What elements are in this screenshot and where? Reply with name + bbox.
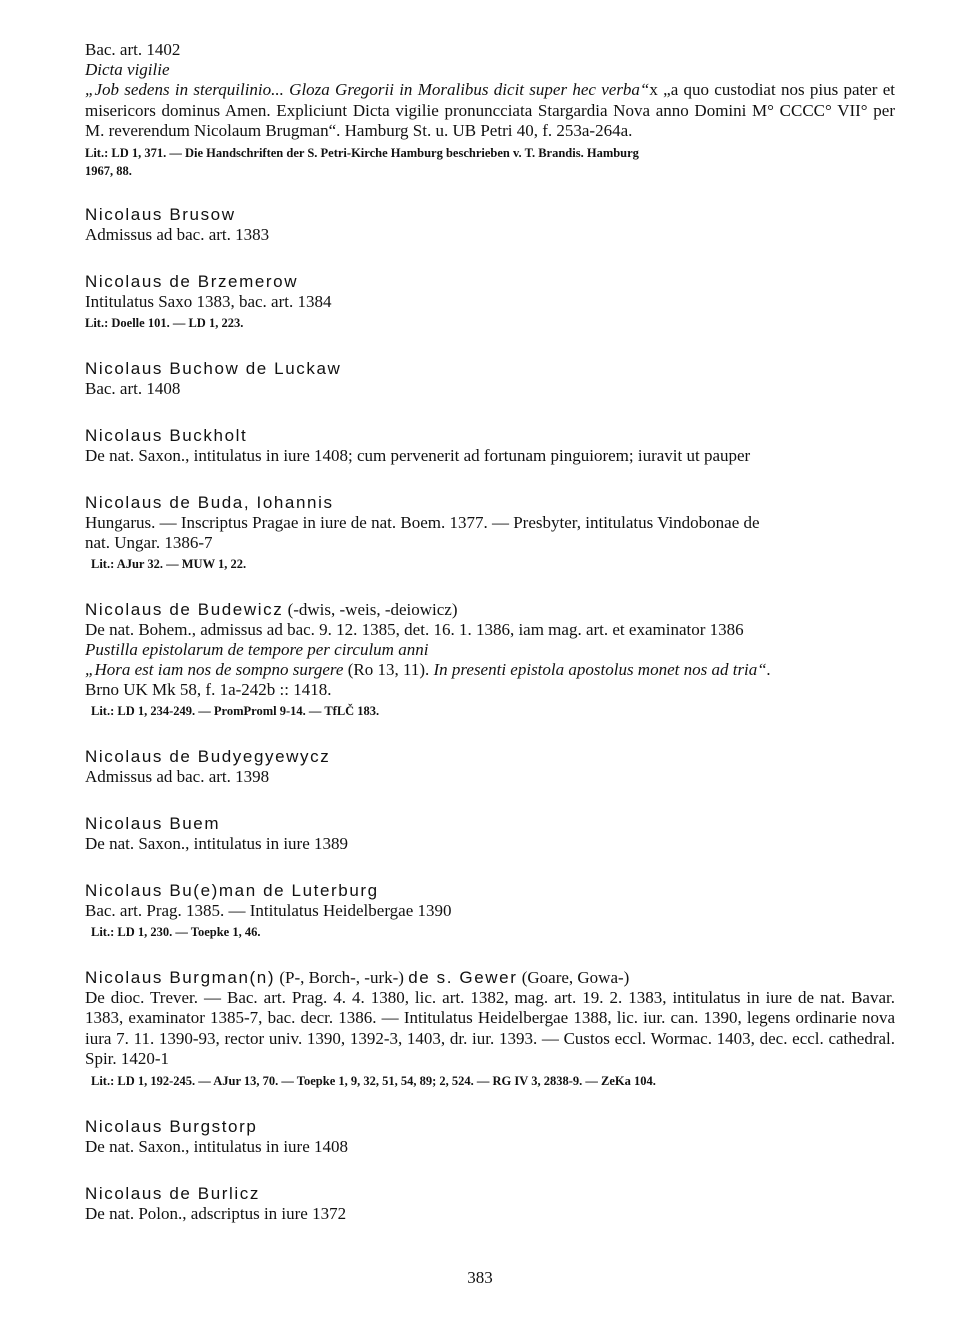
entry-line: Intitulatus Saxo 1383, bac. art. 1384: [85, 291, 332, 311]
entry-burgmann: [85, 967, 895, 1090]
entry-name-origin: de s. Gewer: [408, 967, 518, 987]
entry-line: De nat. Polon., adscriptus in iure 1372: [85, 1203, 347, 1223]
entry-bac-art-1402: [85, 40, 895, 180]
literature-line: Lit.: AJur 32. — MUW 1, 22.: [91, 556, 247, 571]
incipit-rest: x „a quo custodiat nos pius pater et misericors dominus Amen. Expliciunt Dicta vigilie pronuncciata Stargardia Nova anno Domini M° CCCC° VII° per M. reverendum Nicolaum Brugman“. Hamburg St. u. UB Petri 40, f. 253a-264a.: [85, 80, 895, 140]
incipit-paragraph: [85, 80, 895, 142]
entry-burgstorp: [85, 1116, 895, 1157]
entry-line: Bac. art. Prag. 1385. — Intitulatus Heidelbergae 1390: [85, 900, 452, 920]
entry-name-main: Nicolaus Burgman(n): [85, 967, 276, 987]
entry-name: Nicolaus Brusow: [85, 204, 236, 224]
entry-name-origin-variants: (Goare, Gowa-): [517, 967, 630, 987]
entry-brzemerow: [85, 271, 895, 332]
entry-line: Bac. art. 1402: [85, 40, 181, 59]
entry-name: [85, 599, 895, 620]
incipit-reference: (Ro 13, 11).: [343, 659, 434, 679]
entry-line: De nat. Bohem., admissus ad bac. 9. 12. 1385, det. 16. 1. 1386, iam mag. art. et examinator 1386: [85, 619, 744, 639]
entry-budyegyewycz: [85, 746, 895, 787]
literature-line: Lit.: LD 1, 192-245. — AJur 13, 70. — Toepke 1, 9, 32, 51, 54, 89; 2, 524. — RG IV 3, 2838-9. — ZeKa 104.: [91, 1073, 656, 1088]
incipit-quote: „Hora est iam nos de sompno surgere: [85, 659, 344, 679]
entry-name: Nicolaus de Budyegyewycz: [85, 746, 331, 766]
entry-name: Nicolaus Buchow de Luckaw: [85, 358, 342, 378]
entry-name: [85, 967, 895, 988]
work-title: Pustilla epistolarum de tempore per circulum anni: [85, 639, 429, 659]
literature-line: Lit.: LD 1, 371. — Die Handschriften der S. Petri-Kirche Hamburg beschrieben v. T. Brandis. Hamburg: [85, 145, 639, 160]
entry-line: Hungarus. — Inscriptus Pragae in iure de nat. Boem. 1377. — Presbyter, intitulatus Vindobonae de: [85, 512, 760, 532]
entry-line: De nat. Saxon., intitulatus in iure 1408: [85, 1136, 348, 1156]
entry-buem: [85, 813, 895, 854]
entry-name: Nicolaus Burgstorp: [85, 1116, 258, 1136]
entry-line: De nat. Saxon., intitulatus in iure 1408; cum pervenerit ad fortunam pinguiorem; iuravit ut pauper: [85, 445, 751, 465]
entry-budewicz: [85, 599, 895, 720]
entry-name: Nicolaus de Burlicz: [85, 1183, 260, 1203]
manuscript-line: Brno UK Mk 58, f. 1a-242b :: 1418.: [85, 679, 332, 699]
entry-buda: [85, 492, 895, 573]
entry-bueman: [85, 880, 895, 941]
entry-line: Admissus ad bac. art. 1383: [85, 224, 270, 244]
literature-line-continued: 1967, 88.: [85, 163, 132, 178]
entry-line: nat. Ungar. 1386-7: [85, 532, 213, 552]
entry-name: Nicolaus Buem: [85, 813, 221, 833]
entry-line: De nat. Saxon., intitulatus in iure 1389: [85, 833, 348, 853]
incipit-quote: „Job sedens in sterquilinio... Gloza Gregorii in Moralibus dicit super hec verba“: [85, 80, 650, 99]
entry-line: Bac. art. 1408: [85, 378, 181, 398]
incipit-quote-continued: In presenti epistola apostolus monet nos ad tria“.: [433, 659, 771, 679]
entry-name: Nicolaus de Buda, Iohannis: [85, 492, 334, 512]
page-number: 383: [467, 1268, 493, 1287]
entry-burlicz: [85, 1183, 895, 1224]
entry-name-variants: (P-, Borch-, -urk-): [275, 967, 409, 987]
work-title: Dicta vigilie: [85, 60, 170, 79]
entry-name-variants: (-dwis, -weis, -deiowicz): [283, 599, 458, 619]
entry-buckholt: [85, 425, 895, 466]
document-body: [85, 40, 895, 1224]
entry-name: Nicolaus Bu(e)man de Luterburg: [85, 880, 379, 900]
entry-paragraph: De dioc. Trever. — Bac. art. Prag. 4. 4. 1380, lic. art. 1382, mag. art. 19. 2. 1383, intitulatus in iure de nat. Bavar. 1383, examinator 1385-7, bac. decr. 1386. — Intitulatus Heidelbergae 1388, lic. iur. can. 1390, legens ordinarie nova iura 7. 11. 1390-93, rector univ. 1390, 1392-3, 1403, dr. iur. 1393. — Custos eccl. Wormac. 1403, dec. eccl. cathedral. Spir. 1420-1: [85, 987, 895, 1068]
literature-line: Lit.: Doelle 101. — LD 1, 223.: [85, 315, 244, 330]
entry-name-main: Nicolaus de Budewicz: [85, 599, 284, 619]
literature-line: Lit.: LD 1, 230. — Toepke 1, 46.: [91, 924, 261, 939]
entry-brusow: [85, 204, 895, 245]
entry-name: Nicolaus de Brzemerow: [85, 271, 299, 291]
literature-line: Lit.: LD 1, 234-249. — PromProml 9-14. — TfLČ 183.: [91, 703, 380, 718]
incipit-line: [85, 660, 895, 680]
entry-name: Nicolaus Buckholt: [85, 425, 248, 445]
entry-line: Admissus ad bac. art. 1398: [85, 766, 270, 786]
entry-buchow: [85, 358, 895, 399]
